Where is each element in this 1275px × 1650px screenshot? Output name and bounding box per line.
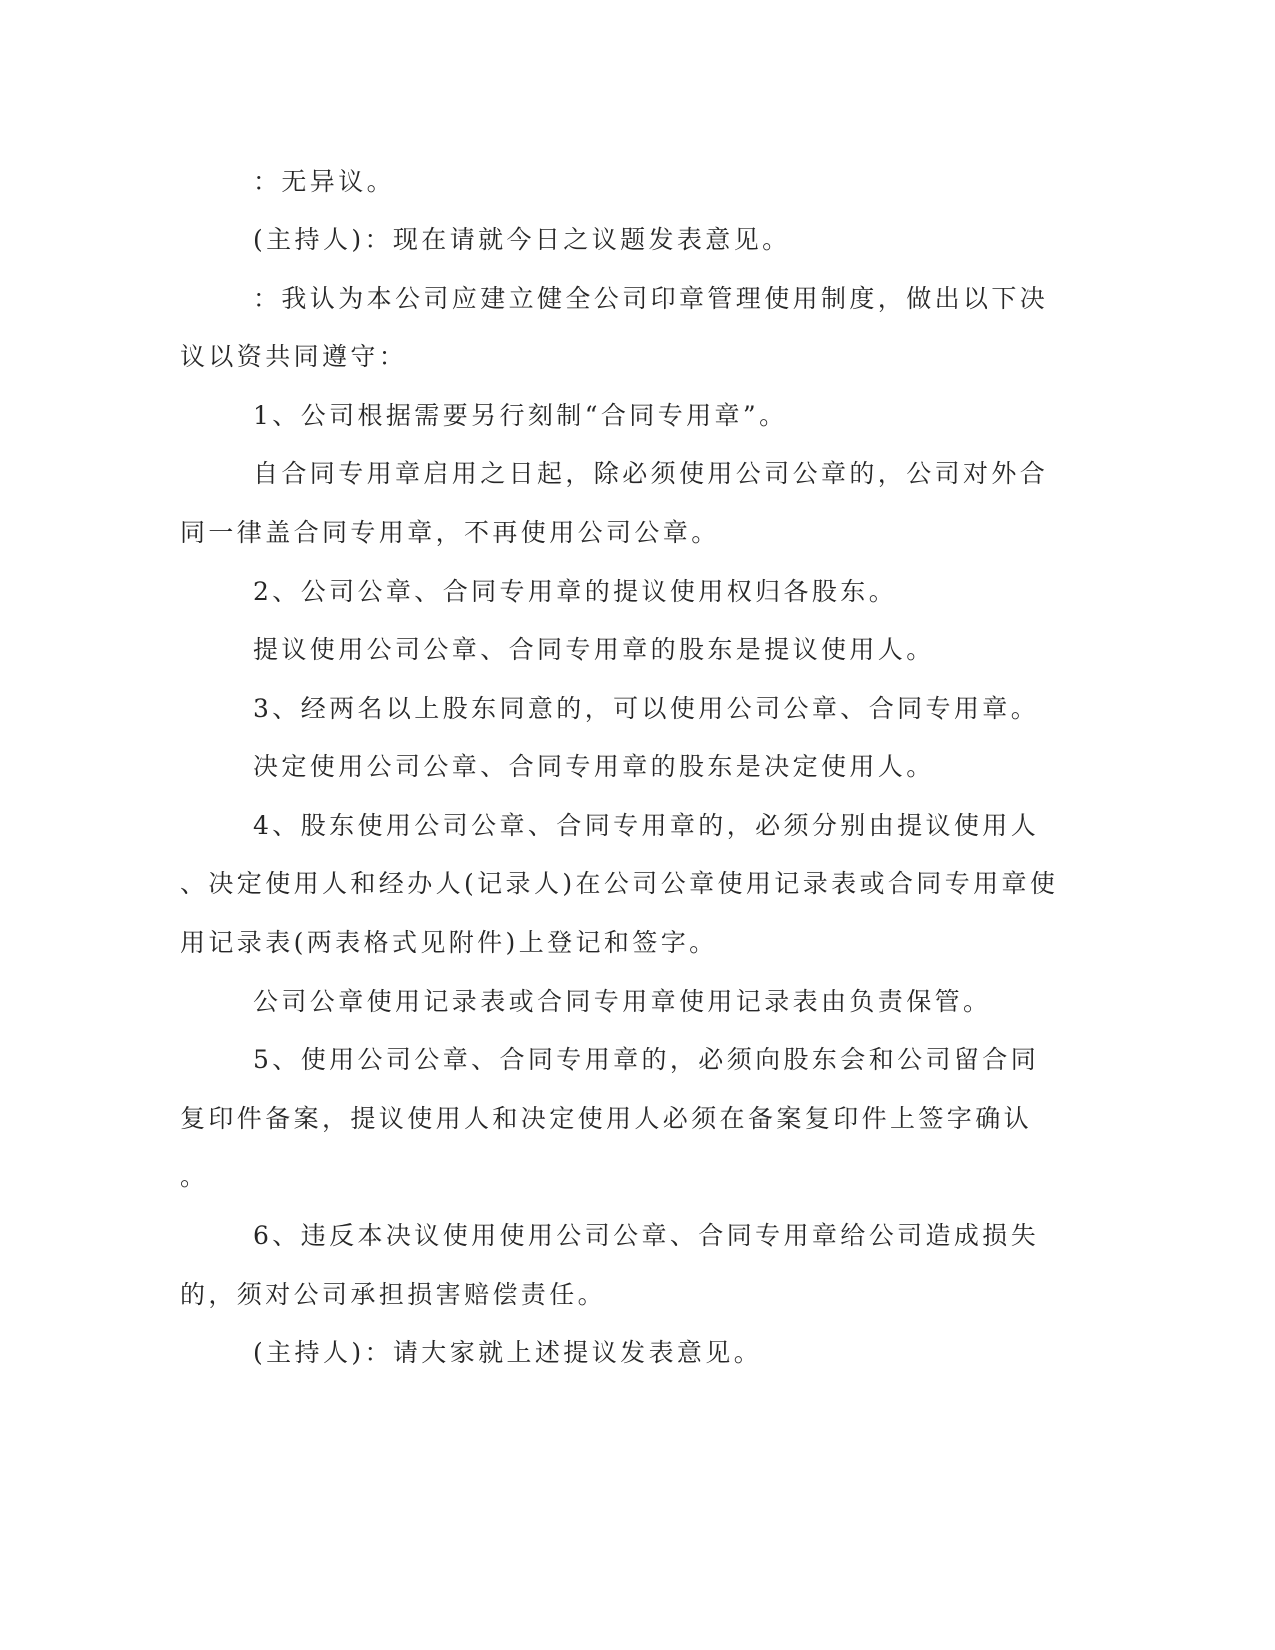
- paragraph-line: 。: [180, 1162, 209, 1191]
- paragraph-line: 自合同专用章启用之日起，除必须使用公司公章的，公司对外合: [253, 459, 1049, 488]
- paragraph-line: 6、违反本决议使用使用公司公章、合同专用章给公司造成损失: [253, 1221, 1040, 1250]
- paragraph-line: ：无异议。: [253, 167, 396, 196]
- paragraph-line: 公司公章使用记录表或合同专用章使用记录表由负责保管。: [253, 987, 992, 1016]
- paragraph-line: 决定使用公司公章、合同专用章的股东是决定使用人。: [253, 752, 935, 781]
- paragraph-line: 5、使用公司公章、合同专用章的，必须向股东会和公司留合同: [253, 1045, 1040, 1074]
- paragraph-line: 3、经两名以上股东同意的，可以使用公司公章、合同专用章。: [253, 694, 1040, 723]
- paragraph-line: ：我认为本公司应建立健全公司印章管理使用制度，做出以下决: [253, 284, 1049, 313]
- paragraph-line: 用记录表(两表格式见附件)上登记和签字。: [180, 928, 718, 957]
- paragraph-line: (主持人)：现在请就今日之议题发表意见。: [253, 225, 791, 254]
- paragraph-line: 1、公司根据需要另行刻制“合同专用章”。: [253, 401, 788, 430]
- paragraph-line: 提议使用公司公章、合同专用章的股东是提议使用人。: [253, 635, 935, 664]
- paragraph-line: 同一律盖合同专用章，不再使用公司公章。: [180, 518, 720, 547]
- paragraph-line: 、决定使用人和经办人(记录人)在公司公章使用记录表或合同专用章使: [180, 869, 1059, 898]
- paragraph-line: 的，须对公司承担损害赔偿责任。: [180, 1280, 607, 1309]
- paragraph-line: 议以资共同遵守：: [180, 342, 408, 371]
- paragraph-line: 复印件备案，提议使用人和决定使用人必须在备案复印件上签字确认: [180, 1104, 1033, 1133]
- paragraph-line: 2、公司公章、合同专用章的提议使用权归各股东。: [253, 577, 898, 606]
- paragraph-line: (主持人)：请大家就上述提议发表意见。: [253, 1338, 763, 1367]
- paragraph-line: 4、股东使用公司公章、合同专用章的，必须分别由提议使用人: [253, 811, 1040, 840]
